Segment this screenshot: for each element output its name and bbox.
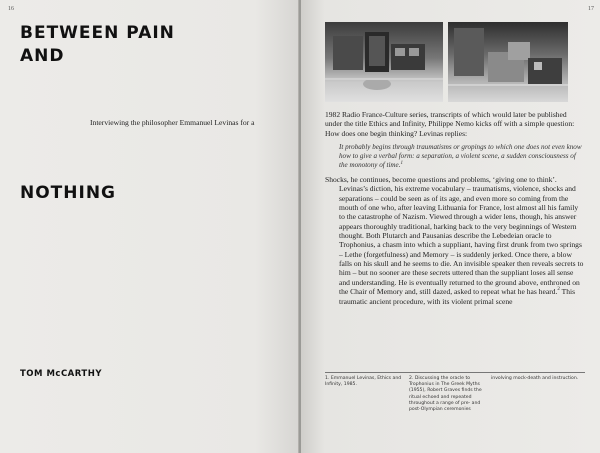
paragraph-3: [325, 184, 585, 305]
block-quote-text: It probably begins through traumatisms or gropings to which one does not even know how to give a verbal form: a separation, a violent scene, a sudden consciousness of the monotony of time.: [339, 143, 582, 170]
paragraph-1: 1982 Radio France-Culture series, transcripts of which would later be published under the title Ethics and Infinity, Philippe Nemo kicks off with a simple question: How does one begin thinking? Levinas replies:: [325, 110, 575, 138]
footnote-2-continued: involving mock-death and instruction.: [491, 376, 579, 381]
footnote-ref-2: 2: [557, 287, 560, 293]
page-number-right: 17: [588, 6, 594, 12]
photo-installation-left-image: [325, 22, 443, 102]
footnote-ref-1: 1: [400, 161, 403, 167]
page-number-left: 16: [8, 6, 14, 12]
paragraph-3-tail: This traumatic ancient procedure, with its violent primal scene: [339, 287, 576, 306]
photo-installation-right: [448, 22, 568, 102]
title-line-3: NOTHING: [20, 183, 117, 203]
article-body: [325, 110, 585, 306]
title-line-2: AND: [20, 46, 65, 66]
right-page: [301, 0, 600, 453]
photo-installation-right-image: [448, 22, 568, 102]
footnote-rule: [325, 372, 585, 373]
footnote-2: 2. Discussing the oracle to Trophonius in The Greek Myths (1955), Robert Graves finds the ritual echoed and repeated throughout a range of pre- and post-Olympian ceremonies: [409, 376, 482, 413]
footnote-1: 1. Emmanuel Levinas, Ethics and Infinity, 1985.: [325, 376, 402, 388]
paragraph-2: Shocks, he continues, become questions and problems, ‘giving one to think’.: [325, 175, 557, 185]
author-name: TOM McCARTHY: [20, 369, 102, 379]
paragraph-3-text: Levinas’s diction, his extreme vocabulary – traumatisms, violence, shocks and separations – could be seen as of its age, and even more so coming from the mouth of one who, after leaving Lithuania for France, lost almost all his family to the catastrophe of Nazism. Viewed through a wider lens, though, his answer appears thoroughly traditional, harking back to the very beginnings of Western thought. Both Plutarch and Pausanias describe the Lebedeian oracle to Trophonius, a chasm into which a suppliant, having first drunk from two springs – Lethe (forgetfulness) and Memory – is suddenly jerked. Once there, a blow falls on his skull and he seems to die. An invisible speaker then reveals secrets to him – but no sooner are these secrets uttered than the suppliant loses all sense and understanding. He is eventually returned to the ground above, enthroned on the Chair of Memory and, still dazed, asked to repeat what he has heard.: [339, 184, 584, 297]
intro-text: Interviewing the philosopher Emmanuel Levinas for a: [90, 118, 255, 127]
title-line-1: BETWEEN PAIN: [20, 23, 175, 43]
block-quote: [339, 143, 585, 170]
photo-strip: [325, 22, 585, 102]
photo-installation-left: [325, 22, 443, 102]
